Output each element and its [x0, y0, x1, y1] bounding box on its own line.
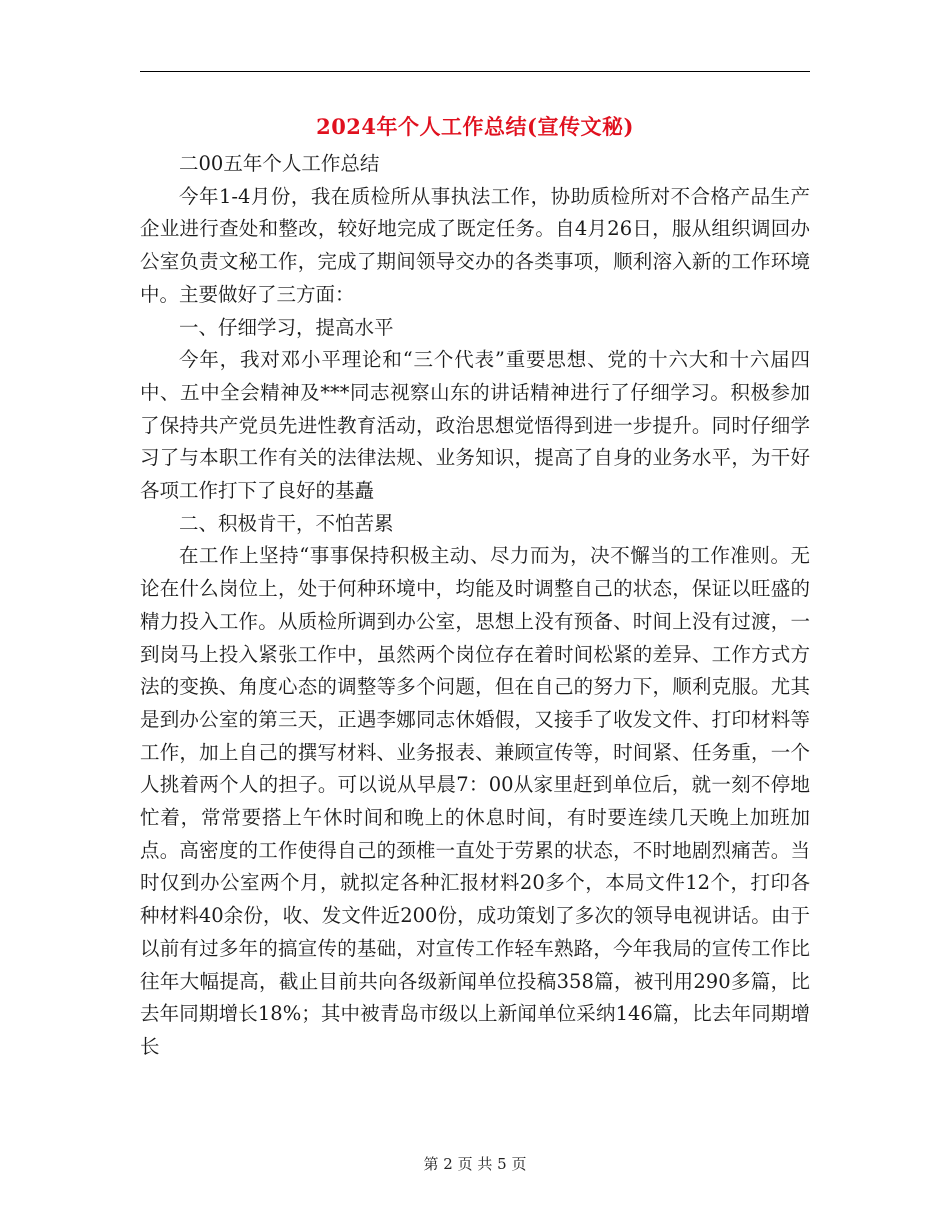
document-body: [140, 148, 810, 1064]
body-paragraph: 今年，我对邓小平理论和“三个代表”重要思想、党的十六大和十六届四中、五中全会精神及***同志视察山东的讲话精神进行了仔细学习。积极参加了保持共产党员先进性教育活动，政治思想觉悟得到进一步提升。同时仔细学习了与本职工作有关的法律法规、业务知识，提高了自身的业务水平，为干好各项工作打下了良好的基矗: [140, 348, 810, 503]
body-paragraph: 在工作上坚持“事事保持积极主动、尽力而为，决不懈当的工作准则。无论在什么岗位上，处于何种环境中，均能及时调整自己的状态，保证以旺盛的精力投入工作。从质检所调到办公室，思想上没有预备、时间上没有过渡，一到岗马上投入紧张工作中，虽然两个岗位存在着时间松紧的差异、工作方式方法的变换、角度心态的调整等多个问题，但在自己的努力下，顺利克服。尤其是到办公室的第三天，正遇李娜同志休婚假，又接手了收发文件、打印材料等工作，加上自己的撰写材料、业务报表、兼顾宣传等，时间紧、任务重，一个人挑着两个人的担子。可以说从早晨7：00从家里赶到单位后，就一刻不停地忙着，常常要搭上午休时间和晚上的休息时间，有时要连续几天晚上加班加点。高密度的工作使得自己的颈椎一直处于劳累的状态，不时地剧烈痛苦。当时仅到办公室两个月，就拟定各种汇报材料20多个，本局文件12个，打印各种材料40余份，收、发文件近200份，成功策划了多次的领导电视讲话。由于以前有过多年的搞宣传的基础，对宣传工作轻车熟路，今年我局的宣传工作比往年大幅提高，截止目前共向各级新闻单位投稿358篇，被刊用290多篇，比去年同期增长18%；其中被青岛市级以上新闻单位采纳146篇，比去年同期增长: [140, 544, 810, 1058]
body-paragraph: 今年1-4月份，我在质检所从事执法工作，协助质检所对不合格产品生产企业进行查处和整改，较好地完成了既定任务。自4月26日，服从组织调回办公室负责文秘工作，完成了期间领导交办的各类事项，顺利溶入新的工作环境中。主要做好了三方面：: [140, 184, 810, 306]
section-heading: 二、积极肯干，不怕苦累: [179, 511, 394, 535]
page-footer: 第 2 页 共 5 页: [423, 1155, 527, 1173]
section-heading: 一、仔细学习，提高水平: [179, 315, 394, 339]
document-title: 2024年个人工作总结(宣传文秘): [316, 114, 634, 139]
header-rule: [140, 71, 810, 72]
body-paragraph: 二00五年个人工作总结: [179, 152, 380, 175]
